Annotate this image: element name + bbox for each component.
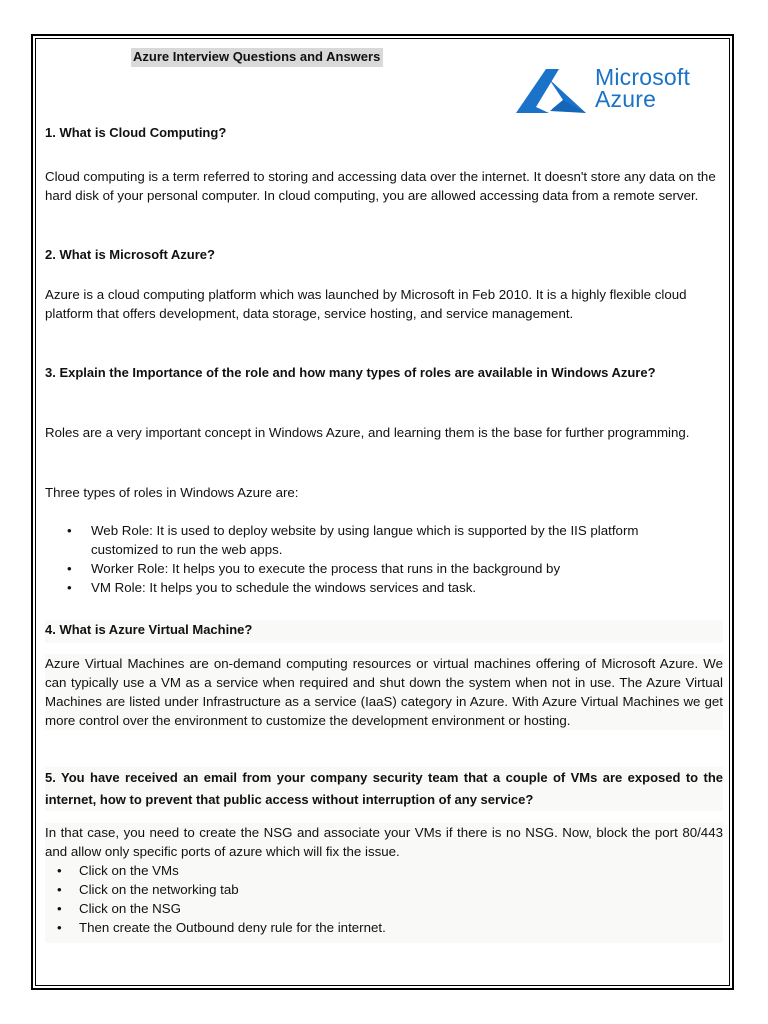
list-item — [45, 559, 723, 578]
azure-logo-icon — [516, 67, 586, 113]
bullet-icon: • — [57, 901, 62, 916]
steps-list — [45, 861, 723, 943]
microsoft-azure-logo — [512, 63, 727, 115]
question-5: 5. You have received an email from your company security team that a couple of VMs are exposed to the internet, how to prevent that public access without interruption of any service? — [45, 767, 723, 811]
list-item-text: Web Role: It is used to deploy website by using langue which is supported by the IIS platform customized to run the web apps. — [91, 523, 639, 557]
logo-wordmark — [595, 66, 690, 110]
list-item — [45, 861, 723, 880]
list-item-text: VM Role: It helps you to schedule the windows services and task. — [91, 580, 477, 595]
answer-3: Roles are a very important concept in Windows Azure, and learning them is the base for further programming. — [45, 425, 690, 440]
list-item — [45, 918, 723, 937]
list-item-text: Worker Role: It helps you to execute the process that runs in the background by — [91, 561, 561, 576]
roles-intro: Three types of roles in Windows Azure are: — [45, 485, 299, 500]
question-3: 3. Explain the Importance of the role and how many types of roles are available in Windows Azure? — [45, 365, 656, 380]
question-4: 4. What is Azure Virtual Machine? — [45, 620, 723, 643]
question-1: 1. What is Cloud Computing? — [45, 125, 227, 140]
bullet-icon: • — [57, 920, 62, 935]
bullet-icon: • — [67, 580, 72, 595]
list-item-text: Click on the VMs — [79, 863, 179, 878]
answer-1: Cloud computing is a term referred to storing and accessing data over the internet. It doesn't store any data on the hard disk of your personal computer. In cloud computing, you are allowed accessing data from a remote server. — [45, 169, 716, 203]
logo-text-microsoft: Microsoft — [595, 64, 691, 90]
answer-4: Azure Virtual Machines are on-demand computing resources or virtual machines offering of Microsoft Azure. We can typically use a VM as a service when required and shut down the system when not in use. The Azure Virtual Machines are listed under Infrastructure as a service (IaaS) category in Azure. With Azure Virtual Machines we get more control over the environment to customize the development environment or hosting. — [45, 656, 723, 728]
list-item-text: Then create the Outbound deny rule for the internet. — [79, 920, 386, 935]
question-2: 2. What is Microsoft Azure? — [45, 247, 215, 262]
logo-text-azure: Azure — [595, 86, 657, 112]
list-item-text: Click on the networking tab — [79, 882, 239, 897]
answer-5: In that case, you need to create the NSG and associate your VMs if there is no NSG. Now, block the port 80/443 and allow only specific ports of azure which will fix the issue. — [45, 825, 723, 859]
bullet-icon: • — [57, 882, 62, 897]
bullet-icon: • — [67, 561, 72, 576]
bullet-icon: • — [67, 523, 72, 538]
bullet-icon: • — [57, 863, 62, 878]
list-item — [45, 880, 723, 899]
answer-2: Azure is a cloud computing platform which was launched by Microsoft in Feb 2010. It is a highly flexible cloud platform that offers development, data storage, service hosting, and service management. — [45, 287, 687, 321]
list-item — [45, 899, 723, 918]
list-item-text: Click on the NSG — [79, 901, 181, 916]
list-item — [45, 578, 723, 597]
list-item — [45, 521, 691, 559]
roles-list — [45, 521, 723, 597]
document-title: Azure Interview Questions and Answers — [131, 48, 383, 67]
